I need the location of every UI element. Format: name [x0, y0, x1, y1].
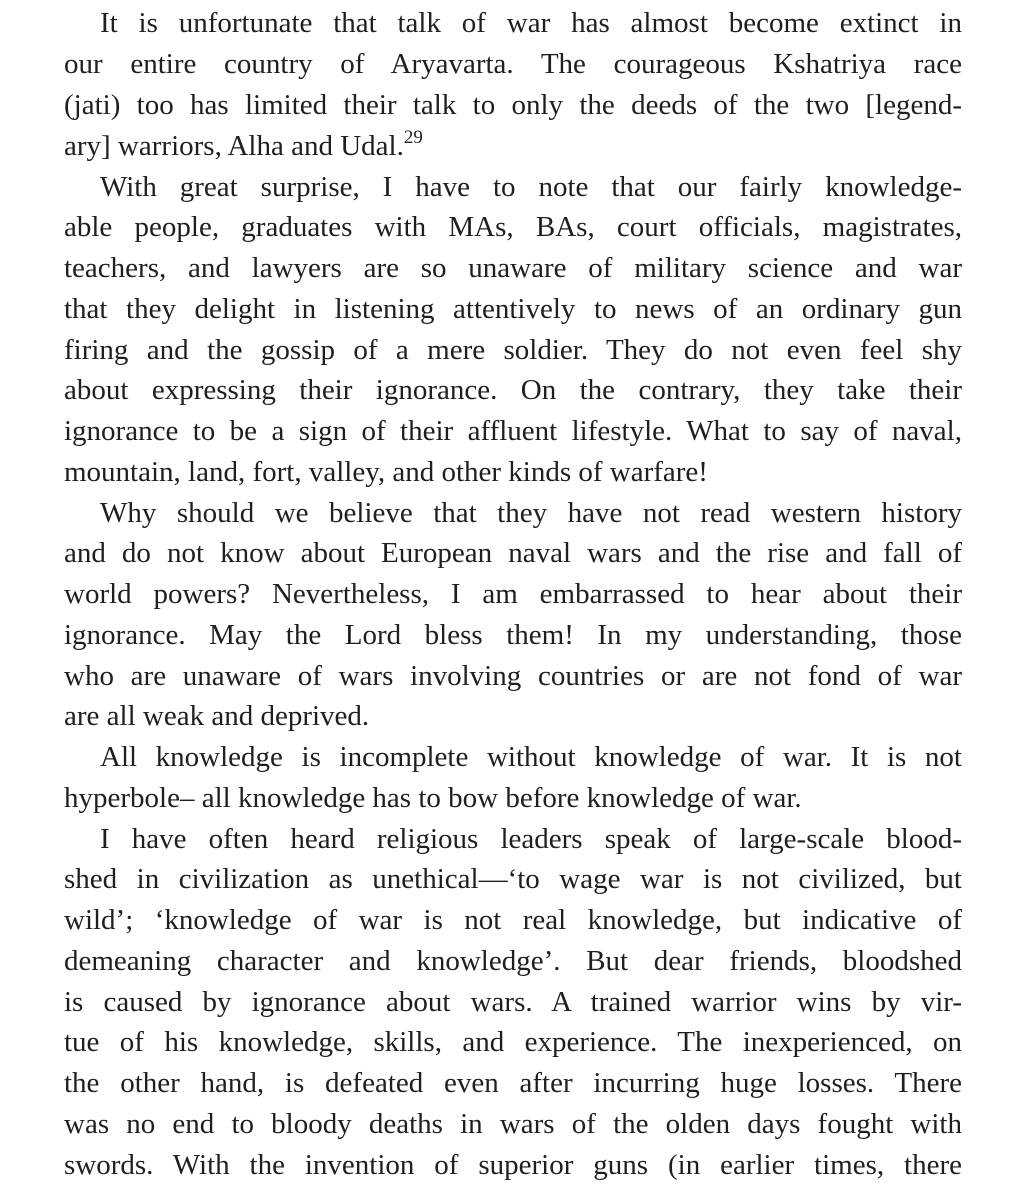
line-18: are all weak and deprived.: [64, 700, 370, 732]
line-4: [64, 126, 962, 167]
line-16: ignorance. May the Lord bless them! In my understanding, those: [64, 619, 962, 651]
line-22: shed in civilization as unethical—‘to wage war is not civilized, but: [64, 863, 962, 895]
line-21: I have often heard religious leaders speak of large-scale blood-: [100, 823, 962, 855]
line-13: Why should we believe that they have not read western history: [100, 497, 962, 529]
line-29: swords. With the invention of superior guns (in earlier times, there: [64, 1149, 962, 1181]
line-23: wild’; ‘knowledge of war is not real knowledge, but indicative of: [64, 904, 962, 936]
line-6: able people, graduates with MAs, BAs, court officials, magistrates,: [64, 211, 962, 243]
line-5: With great surprise, I have to note that our fairly knowledge-: [100, 171, 962, 203]
line-19: All knowledge is incomplete without knowledge of war. It is not: [100, 741, 962, 773]
line-1: It is unfortunate that talk of war has almost become extinct in: [100, 7, 962, 39]
line-4-text: ary] warriors, Alha and Udal.: [64, 130, 404, 162]
line-3: (jati) too has limited their talk to only the deeds of the two [legend-: [64, 89, 962, 121]
line-20: hyperbole– all knowledge has to bow before knowledge of war.: [64, 782, 802, 814]
line-27: the other hand, is defeated even after incurring huge losses. There: [64, 1067, 962, 1099]
line-8: that they delight in listening attentively to news of an ordinary gun: [64, 293, 962, 325]
line-11: ignorance to be a sign of their affluent lifestyle. What to say of naval,: [64, 415, 962, 447]
line-15: world powers? Nevertheless, I am embarrassed to hear about their: [64, 578, 962, 610]
line-24: demeaning character and knowledge’. But dear friends, bloodshed: [64, 945, 962, 977]
line-25: is caused by ignorance about wars. A trained warrior wins by vir-: [64, 986, 962, 1018]
line-12: mountain, land, fort, valley, and other kinds of warfare!: [64, 456, 708, 488]
footnote-marker: 29: [403, 127, 423, 148]
document-text: [64, 0, 962, 1200]
line-17: who are unaware of wars involving countries or are not fond of war: [64, 660, 962, 692]
line-9: firing and the gossip of a mere soldier. They do not even feel shy: [64, 334, 962, 366]
line-26: tue of his knowledge, skills, and experience. The inexperienced, on: [64, 1026, 962, 1058]
line-2: our entire country of Aryavarta. The courageous Kshatriya race: [64, 48, 962, 80]
line-10: about expressing their ignorance. On the contrary, they take their: [64, 374, 962, 406]
line-14: and do not know about European naval wars and the rise and fall of: [64, 537, 962, 569]
line-28: was no end to bloody deaths in wars of the olden days fought with: [64, 1108, 962, 1140]
line-7: teachers, and lawyers are so unaware of military science and war: [64, 252, 962, 284]
